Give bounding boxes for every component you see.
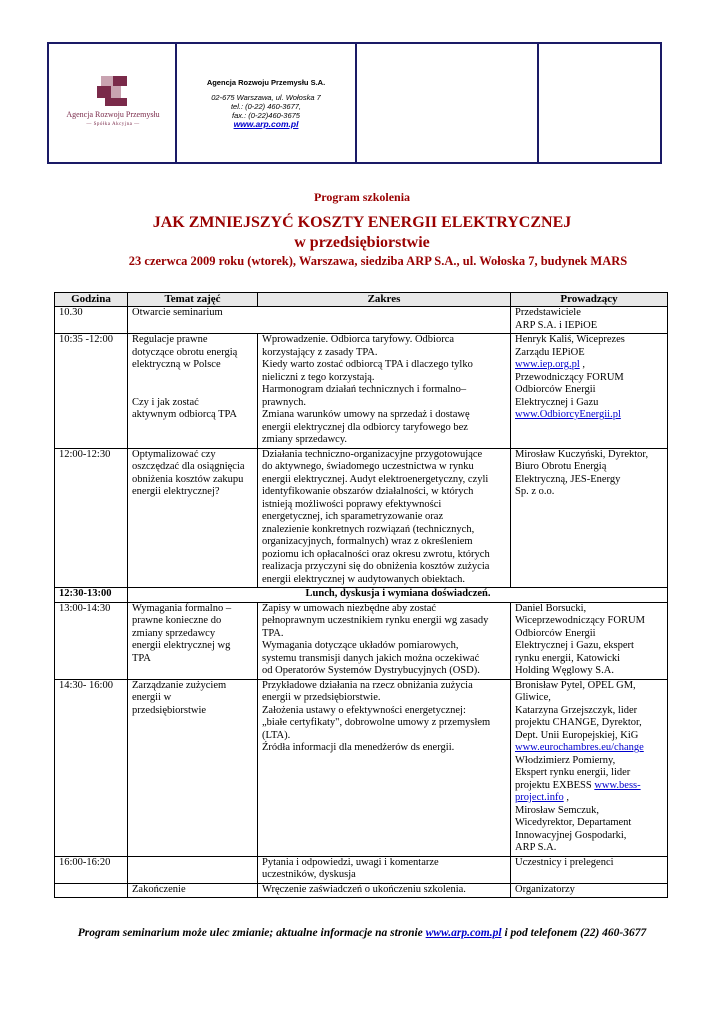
topic-line: oszczędzać dla osiągnięcia	[132, 461, 245, 472]
org-name: Agencja Rozwoju Przemysłu S.A.	[206, 78, 326, 87]
scope-line: poziomu ich opłacalności oraz okresu zwrotu, których	[262, 548, 490, 560]
letterhead	[47, 42, 662, 164]
topic-line: energii w	[132, 692, 172, 703]
speaker-line: Innowacyjnej Gospodarki,	[515, 829, 627, 841]
speaker-line: Holding Węglowy S.A.	[515, 665, 614, 676]
speaker-line: Włodzimierz Pomierny,	[515, 754, 616, 766]
speaker-line: Elektryczną, JES-Energy	[515, 473, 621, 485]
table-row	[55, 602, 668, 679]
page-title: JAK ZMNIEJSZYĆ KOSZTY ENERGII ELEKTRYCZNEJ	[152, 214, 572, 231]
topic-line: Czy i jak zostać	[132, 396, 199, 408]
speaker-line: Henryk Kaliś, Wiceprezes	[515, 334, 625, 345]
empty-header-cell	[357, 44, 539, 162]
scope-line: korzystający z zasady TPA.	[262, 346, 378, 358]
scope-line: prawnych.	[262, 396, 307, 408]
scope-line: Przykładowe działania na rzecz obniżania zużycia	[262, 679, 473, 691]
speaker-line: rynku energii, Katowicki	[515, 652, 621, 664]
speaker-line: ARP S.A.	[515, 842, 557, 853]
scope-line: identyfikowanie obszarów działalności, w których	[262, 486, 474, 497]
arp-logo-icon	[93, 72, 133, 112]
topic-line: Zarządzanie zużyciem	[132, 679, 227, 691]
speaker-cell	[511, 679, 668, 856]
scope-line: nieliczni z tego korzystają.	[262, 371, 375, 383]
column-header: Prowadzący	[511, 293, 668, 307]
time-cell: 10:35 -12:00	[55, 334, 128, 449]
scope-line: energii w przedsiębiorstwie.	[262, 692, 381, 703]
topic-cell	[128, 679, 258, 856]
contact-cell	[177, 44, 357, 162]
speaker-line: Elektrycznej i Gazu, ekspert	[515, 640, 634, 651]
date-place: 23 czerwca 2009 roku (wtorek), Warszawa, siedziba ARP S.A., ul. Wołoska 7, budynek MARS	[128, 254, 628, 268]
scope-line: realizacja przyczyni się do obniżenia kosztów zużycia	[262, 561, 490, 572]
speaker-line: Odbiorców Energii	[515, 627, 596, 639]
scope-line: uczestników, dyskusja	[262, 869, 356, 880]
scope-line: znalezienie konkretnych rozwiązań (technicznych,	[262, 523, 475, 535]
speaker-line: Zarządu IEPiOE	[515, 346, 585, 358]
org-website-link[interactable]: www.arp.com.pl	[233, 119, 299, 129]
speaker-line: Mirosław Kuczyński, Dyrektor,	[515, 448, 649, 460]
speaker-line: Mirosław Semczuk,	[515, 804, 599, 816]
speaker-line: Sp. z o.o.	[515, 486, 555, 497]
speaker-line: Wiceprzewodniczący FORUM	[515, 615, 645, 626]
topic-line: TPA	[132, 652, 151, 664]
speaker-line: Daniel Borsucki,	[515, 602, 587, 614]
topic-cell	[128, 448, 258, 588]
scope-line: pełnoprawnym uczestnikiem rynku energii wg zasady	[262, 615, 489, 626]
footer-text: Program seminarium może ulec zmianie; aktualne informacje na stronie	[77, 927, 426, 939]
scope-line: Wprowadzenie. Odbiorca taryfowy. Odbiorca	[262, 334, 455, 345]
topic-line: obniżenia kosztów zakupu	[132, 473, 244, 485]
speaker-line: ARP S.A. i IEPiOE	[515, 319, 598, 331]
program-label: Program szkolenia	[313, 190, 411, 204]
speaker-text: projektu EXBESS	[515, 779, 595, 791]
topic-cell	[128, 602, 258, 679]
scope-line: energii elektrycznej. Audyt elektroenergetyczny, czyli	[262, 473, 489, 485]
scope-line: Wymagania dotyczące układów pomiarowych,	[262, 640, 459, 651]
scope-line: do aktywnego, świadomego uczestnictwa w rynku	[262, 461, 474, 472]
topic-line: energii elektrycznej?	[132, 486, 220, 497]
org-phone: tel.: (0-22) 460-3677,	[230, 102, 302, 111]
iep-link[interactable]: www.iep.org.pl	[515, 359, 580, 370]
logo-subtitle: — Spółka Akcyjna —	[86, 122, 140, 127]
scope-line: Działania techniczno-organizacyjne przygotowujące	[262, 448, 483, 460]
org-address: 02-675 Warszawa, ul. Wołoska 7	[211, 93, 321, 102]
speaker-line: Biuro Obrotu Energią	[515, 461, 607, 472]
logo-cell	[49, 44, 177, 162]
eurochambres-link[interactable]: www.eurochambres.eu/change	[515, 742, 644, 753]
scope-cell	[258, 679, 511, 856]
topic-line: elektryczną w Polsce	[132, 359, 221, 370]
column-header: Temat zajęć	[128, 293, 258, 307]
speaker-line: Odbiorców Energii	[515, 384, 596, 395]
table-header-row	[55, 293, 668, 307]
scope-line: Pytania i odpowiedzi, uwagi i komentarze	[262, 856, 439, 868]
scope-line: energii elektrycznej w audytowanych obiektach.	[262, 573, 466, 585]
empty-header-cell	[539, 44, 660, 162]
speaker-line: Przedstawiciele	[515, 307, 581, 318]
odbiorcy-energii-link[interactable]: www.OdbiorcyEnergii.pl	[515, 409, 621, 420]
table-row	[55, 679, 668, 856]
scope-line: Źródła informacji dla menedżerów ds energii.	[262, 742, 455, 753]
logo-wordmark	[55, 110, 171, 130]
topic-line: prawne konieczne do	[132, 615, 222, 626]
scope-cell: Wręczenie zaświadczeń o ukończeniu szkolenia.	[258, 883, 511, 898]
scope-line: organizacyjnych, formalnych) wraz z określeniem	[262, 536, 473, 547]
scope-cell	[258, 334, 511, 449]
scope-line: TPA.	[262, 627, 284, 639]
scope-line: zmiany sprzedawcy.	[262, 434, 348, 445]
topic-line: Optymalizować czy	[132, 448, 216, 460]
lunch-cell: Lunch, dyskusja i wymiana doświadczeń.	[128, 588, 668, 603]
scope-line: istnieją możliwości poprawy efektywności	[262, 498, 442, 510]
topic-cell: Zakończenie	[128, 883, 258, 898]
topic-line: Wymagania formalno –	[132, 602, 232, 614]
column-header: Zakres	[258, 293, 511, 307]
topic-cell	[128, 334, 258, 449]
speaker-cell: Uczestnicy i prelegenci	[511, 856, 668, 883]
speaker-line	[515, 792, 664, 805]
footer-note	[0, 927, 724, 939]
table-row	[55, 307, 668, 334]
logo-name: Agencja Rozwoju Przemysłu	[66, 110, 160, 119]
column-header: Godzina	[55, 293, 128, 307]
table-row	[55, 883, 668, 898]
speaker-cell	[511, 448, 668, 588]
speaker-line: projektu CHANGE, Dyrektor,	[515, 717, 642, 728]
bess-project-link[interactable]: www.bess-	[594, 779, 641, 791]
page-title-line-2: w przedsiębiorstwie	[294, 234, 430, 251]
time-cell: 12:30-13:00	[55, 588, 128, 603]
table-row-lunch	[55, 588, 668, 603]
topic-line: aktywnym odbiorcą TPA	[132, 409, 237, 420]
speaker-line: Katarzyna Grzejszczyk, lider	[515, 704, 638, 716]
speaker-cell: Organizatorzy	[511, 883, 668, 898]
topic-line: przedsiębiorstwie	[132, 704, 207, 716]
speaker-line: Ekspert rynku energii, lider	[515, 767, 631, 778]
table-row	[55, 856, 668, 883]
scope-line: Zapisy w umowach niezbędne aby zostać	[262, 602, 437, 614]
scope-line: systemu transmisji danych jakich można oczekiwać	[262, 652, 480, 664]
speaker-line: Wicedyrektor, Departament	[515, 817, 632, 828]
time-cell: 10.30	[55, 307, 128, 334]
topic-line: Regulacje prawne	[132, 334, 208, 345]
topic-line: zmiany sprzedawcy	[132, 627, 216, 639]
time-cell: 16:00-16:20	[55, 856, 128, 883]
speaker-line: Przewodniczący FORUM	[515, 371, 624, 383]
speaker-line: Elektrycznej i Gazu	[515, 396, 599, 408]
time-cell: 13:00-14:30	[55, 602, 128, 679]
footer-website-link[interactable]: www.arp.com.pl	[425, 927, 502, 939]
separator: ,	[579, 359, 585, 370]
scope-line: energetycznej, ich sparametryzowanie oraz	[262, 511, 444, 522]
topic-line: energii elektrycznej wg	[132, 640, 231, 651]
scope-line: Kiedy warto zostać odbiorcą TPA i dlaczego tylko	[262, 359, 473, 370]
time-cell	[55, 883, 128, 898]
program-table	[54, 292, 668, 898]
topic-cell	[128, 856, 258, 883]
time-cell: 12:00-12:30	[55, 448, 128, 588]
speaker-line: Dept. Unii Europejskiej, KiG	[515, 729, 639, 741]
scope-line: Zmiana warunków umowy na sprzedaż i dostawę	[262, 409, 470, 420]
bess-project-link-cont[interactable]: project.info	[515, 792, 564, 803]
speaker-line	[515, 780, 664, 793]
speaker-line	[515, 359, 664, 372]
scope-line: „białe certyfikaty", dobrowolne umowy z przemysłem	[262, 717, 491, 728]
scope-cell	[258, 602, 511, 679]
scope-line: energii elektrycznej dla odbiorcy taryfowego bez	[262, 421, 468, 433]
table-row	[55, 448, 668, 588]
topic-line: dotyczące obrotu energią	[132, 346, 238, 358]
speaker-line: Gliwice,	[515, 692, 551, 703]
time-cell: 14:30- 16:00	[55, 679, 128, 856]
footer-text: i pod telefonem (22) 460-3677	[501, 927, 647, 939]
scope-line: (LTA).	[262, 729, 291, 741]
separator: ,	[563, 792, 569, 803]
scope-cell	[258, 448, 511, 588]
scope-line: Założenia ustawy o efektywności energetycznej:	[262, 704, 466, 716]
speaker-cell	[511, 307, 668, 334]
speaker-cell	[511, 602, 668, 679]
scope-cell	[258, 856, 511, 883]
org-fax: fax.: (0-22)460-3675	[232, 111, 300, 120]
speaker-line: Bronisław Pytel, OPEL GM,	[515, 679, 636, 691]
scope-line: od Operatorów Systemów Dystrybucyjnych (OSD).	[262, 665, 480, 676]
scope-line: Harmonogram działań technicznych i formalno–	[262, 384, 467, 395]
topic-cell: Otwarcie seminarium	[128, 307, 511, 334]
table-row	[55, 334, 668, 449]
speaker-cell	[511, 334, 668, 449]
